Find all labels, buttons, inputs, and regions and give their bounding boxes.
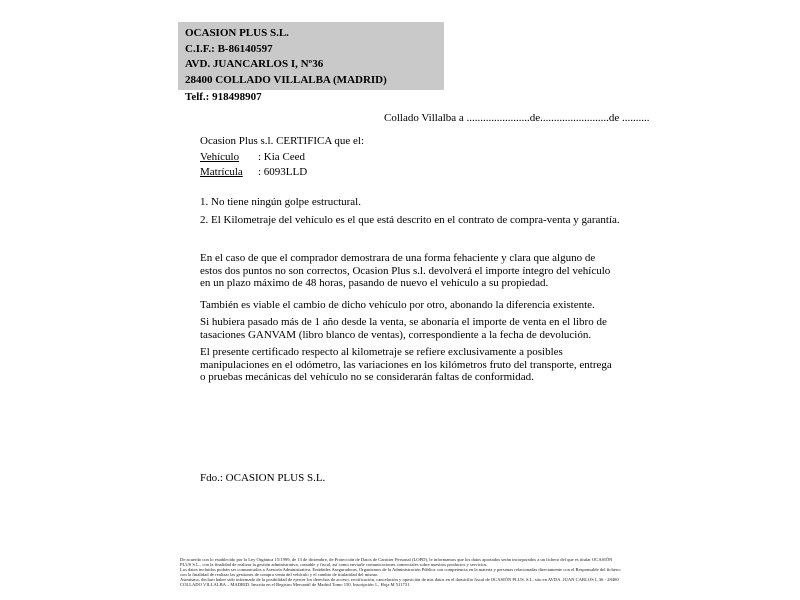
statement-1: 1. No tiene ningún golpe estructural.	[200, 196, 361, 208]
paragraph-ganvam: Si hubiera pasado más de 1 año desde la venta, se abonaría el importe de venta en el libro de tasaciones GANVAM (libro blanco de ventas), correspondiente a la fecha de devolución.	[200, 316, 607, 341]
statement-2: 2. El Kilometraje del vehículo es el que está descrito en el contrato de compra-venta y garantía.	[200, 214, 620, 226]
plate-label: Matrícula	[200, 166, 243, 178]
paragraph-exchange: También es viable el cambio de dicho vehículo por otro, abonando la diferencia existente.	[200, 299, 595, 311]
company-header-box	[178, 22, 444, 90]
company-address: AVD. JUANCARLOS I, Nº36	[185, 58, 324, 70]
plate-field-row	[200, 166, 307, 178]
plate-value: : 6093LLD	[258, 166, 308, 178]
certify-intro: Ocasion Plus s.l. CERTIFICA que el:	[200, 135, 365, 147]
legal-paragraph-rights: Asimismo, declaro haber sido informado de la posibilidad de ejercer los derechos de acceso, rectificación, cancelación y oposición de mis datos en el domicilio fiscal de OCASIÓN PLUS, S.L. sito en AVDA. JUAN CARLOS I, 36 - 28400 COLLADO VILLALBA – MADRID. Inscrita en el Registro Mercantil de Madrid Tomo 150, Inscripción 1., Hoja M 511731	[180, 576, 619, 587]
legal-paragraph-lopd: De acuerdo con lo establecido por la Ley Orgánica 15/1999, de 13 de diciembre, de Protección de Datos de Carácter Personal (LOPD), le informamos que los datos aportados serán incorporados a un fichero del que es titular OCASIÓN PLUS S.L., con la finalidad de realizar la gestión administrativa, contable y fiscal, así como enviarle comunicaciones comerciales sobre nuestros productos y servicios.	[180, 557, 613, 567]
legal-paragraph-data-sharing: Los datos incluidos podrán ser comunicados a Asesoría Administrativa, Entidades Aseguradoras, Organismos de la Administración Pública con competencia en la materia y personas relacionadas directamente con el Responsable del fichero; con la finalidad de realizar las gestiones de compra venta del vehículo y el cambio de titularidad del mismo.	[180, 566, 621, 577]
date-line: Collado Villalba a .......................de.........................de ..........	[384, 112, 650, 124]
vehicle-label: Vehículo	[200, 151, 240, 163]
company-cif: C.I.F.: B-86140597	[185, 42, 273, 55]
vehicle-field-row	[200, 151, 305, 163]
company-city: 28400 COLLADO VILLALBA (MADRID)	[185, 73, 387, 86]
paragraph-refund: En el caso de que el comprador demostrara de una forma fehaciente y clara que alguno de estos dos puntos no son correctos, Ocasion Plus s.l. devolverá el importe íntegro del vehículo en un plazo máximo de 48 horas, pasando de nuevo el vehículo a su propiedad.	[200, 252, 611, 290]
paragraph-odometer: El presente certificado respecto al kilometraje se refiere exclusivamente a posibles manipulaciones en el odómetro, las variaciones en los kilómetros fruto del transporte, entrega o pruebas mecánicas del vehículo no se considerarán faltas de conformidad.	[200, 346, 612, 384]
vehicle-value: : Kia Ceed	[258, 151, 306, 163]
legal-notice	[180, 558, 622, 587]
signature-line: Fdo.: OCASION PLUS S.L.	[200, 472, 326, 484]
company-phone: Telf.: 918498907	[185, 91, 262, 103]
company-name: OCASION PLUS S.L.	[185, 27, 289, 39]
